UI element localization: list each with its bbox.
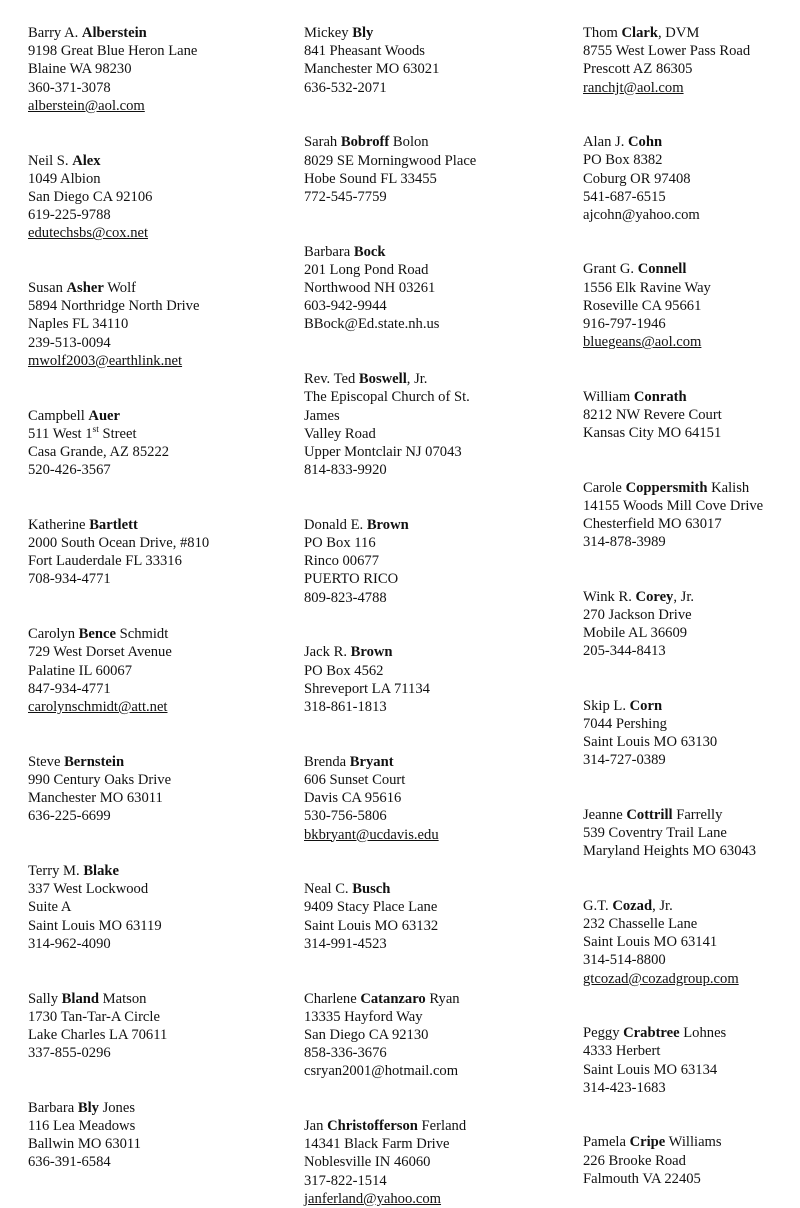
contact-entry — [583, 588, 797, 661]
email-address: edutechsbs@cox.net — [28, 225, 149, 242]
surname: Auer — [88, 407, 121, 424]
surname: Cripe — [629, 1134, 666, 1151]
phone-number: 314-991-4523 — [304, 935, 387, 952]
contact-entry — [28, 1099, 290, 1172]
contact-name — [583, 260, 797, 278]
address-line: Chesterfield MO 63017 — [583, 516, 722, 533]
phone-number: 636-532-2071 — [304, 79, 387, 96]
address-line: Saint Louis MO 63130 — [583, 734, 718, 751]
address-line: 539 Coventry Trail Lane — [583, 825, 727, 842]
phone-number: 814-833-9920 — [304, 462, 387, 479]
contact-name — [28, 152, 290, 170]
phone-number: 520-426-3567 — [28, 462, 111, 479]
address-line: 7044 Pershing — [583, 716, 667, 733]
contact-entry — [583, 806, 797, 861]
contact-entry — [28, 24, 290, 115]
name-suffix: Ferland — [417, 1118, 467, 1135]
address-line: Valley Road — [304, 425, 376, 442]
given-name: Neal C. — [304, 881, 353, 898]
address-line: PO Box 8382 — [583, 152, 663, 169]
surname: Brown — [366, 516, 409, 533]
given-name: Carole — [583, 479, 626, 496]
given-name: Jan — [304, 1118, 328, 1135]
address-line: 337 West Lockwood — [28, 881, 149, 898]
address-line: 232 Chasselle Lane — [583, 916, 698, 933]
address-line: 9198 Great Blue Heron Lane — [28, 43, 198, 60]
address-line: Fort Lauderdale FL 33316 — [28, 553, 182, 570]
surname: Bly — [352, 25, 374, 41]
name-suffix: Kalish — [707, 479, 750, 496]
address-line: Casa Grande, AZ 85222 — [28, 443, 170, 460]
address-line: Manchester MO 63011 — [28, 790, 163, 807]
address-line: Noblesville IN 46060 — [304, 1154, 431, 1171]
given-name: Alan J. — [583, 134, 628, 151]
contact-entry — [28, 407, 290, 480]
phone-number: 619-225-9788 — [28, 207, 111, 224]
address-line: 9409 Stacy Place Lane — [304, 899, 438, 916]
address-line: 729 West Dorset Avenue — [28, 644, 172, 661]
contact-entry — [583, 479, 797, 552]
address-line: 1556 Elk Ravine Way — [583, 279, 711, 296]
surname: Cohn — [628, 134, 663, 151]
contact-name — [304, 880, 574, 898]
address-line: Coburg OR 97408 — [583, 170, 691, 187]
phone-number: 337-855-0296 — [28, 1045, 111, 1062]
surname: Bobroff — [340, 134, 390, 151]
contact-name — [304, 1117, 574, 1135]
contact-name — [583, 388, 797, 406]
surname: Blake — [83, 863, 119, 879]
phone-number: 772-545-7759 — [304, 188, 387, 205]
address-line: 8212 NW Revere Court — [583, 406, 722, 423]
name-suffix: , Jr. — [652, 897, 673, 914]
address-line: Mobile AL 36609 — [583, 625, 688, 642]
address-line: 1049 Albion — [28, 170, 101, 187]
address-line: 2000 South Ocean Drive, #810 — [28, 535, 210, 552]
address-line: 1730 Tan-Tar-A Circle — [28, 1008, 160, 1025]
phone-number: 530-756-5806 — [304, 808, 387, 825]
address-line: PO Box 116 — [304, 535, 376, 552]
address-line: PO Box 4562 — [304, 662, 384, 679]
given-name: Terry M. — [28, 863, 84, 879]
name-suffix: Schmidt — [115, 626, 169, 643]
contact-name — [583, 697, 797, 715]
phone-number: 360-371-3078 — [28, 79, 111, 96]
address-line: Upper Montclair NJ 07043 — [304, 443, 462, 460]
address-line: 270 Jackson Drive — [583, 606, 692, 623]
contact-name — [28, 24, 290, 42]
given-name: Wink R. — [583, 588, 636, 605]
address-line: Maryland Heights MO 63043 — [583, 843, 757, 860]
phone-number: 317-822-1514 — [304, 1172, 387, 1189]
name-suffix: Williams — [665, 1134, 722, 1151]
address-line: 606 Sunset Court — [304, 771, 406, 788]
surname: Bernstein — [64, 753, 125, 770]
contact-entry — [304, 133, 574, 206]
phone-number: 239-513-0094 — [28, 334, 111, 351]
address-line: 14341 Black Farm Drive — [304, 1136, 450, 1153]
phone-number: 205-344-8413 — [583, 643, 666, 660]
surname: Boswell — [358, 371, 407, 388]
contact-entry — [583, 260, 797, 351]
phone-number: 847-934-4771 — [28, 680, 111, 697]
contact-name — [28, 407, 290, 425]
contact-name — [304, 370, 574, 388]
phone-number: 858-336-3676 — [304, 1045, 387, 1062]
given-name: Charlene — [304, 990, 361, 1007]
name-suffix: , Jr. — [673, 588, 695, 605]
contact-name — [583, 588, 797, 606]
contact-name — [583, 897, 797, 915]
name-suffix: , Jr. — [406, 371, 428, 388]
email-address: gtcozad@cozadgroup.com — [583, 970, 739, 987]
contact-name — [304, 24, 574, 42]
surname: Alberstein — [81, 25, 147, 41]
address-line: 990 Century Oaks Drive — [28, 771, 172, 788]
phone-number: 314-878-3989 — [583, 534, 666, 551]
contact-entry — [304, 24, 574, 97]
address-line: 8029 SE Morningwood Place — [304, 152, 477, 169]
contact-entry — [304, 880, 574, 953]
contact-entry — [304, 1117, 574, 1208]
given-name: Barbara — [28, 1099, 78, 1116]
phone-number: 916-797-1946 — [583, 316, 666, 333]
contact-entry — [304, 370, 574, 479]
address-line: 841 Pheasant Woods — [304, 43, 425, 60]
contact-name — [28, 516, 290, 534]
address-line: San Diego CA 92106 — [28, 188, 153, 205]
given-name: Mickey — [304, 25, 353, 41]
contact-entry — [583, 133, 797, 224]
contact-name — [304, 516, 574, 534]
address-line: 511 West 1st Street — [28, 424, 137, 442]
given-name: Barbara — [304, 243, 354, 260]
phone-number: 603-942-9944 — [304, 298, 387, 315]
given-name: Neil S. — [28, 152, 73, 169]
contact-name — [28, 279, 290, 297]
given-name: Sarah — [304, 134, 341, 151]
phone-number: 314-962-4090 — [28, 935, 111, 952]
address-line: Blaine WA 98230 — [28, 61, 132, 78]
contact-entry — [583, 388, 797, 443]
email-address: janferland@yahoo.com — [304, 1190, 442, 1207]
contact-entry — [583, 1024, 797, 1097]
given-name: Thom — [583, 25, 622, 41]
address-line: Rinco 00677 — [304, 553, 379, 570]
address-line: Davis CA 95616 — [304, 790, 402, 807]
name-suffix: Farrelly — [672, 806, 723, 823]
contact-name — [304, 133, 574, 151]
contact-entry — [304, 243, 574, 334]
surname: Asher — [66, 280, 104, 297]
email-address: alberstein@aol.com — [28, 97, 145, 114]
contact-name — [583, 479, 797, 497]
address-line: Hobe Sound FL 33455 — [304, 170, 437, 187]
contact-entry — [583, 697, 797, 770]
contact-entry — [28, 152, 290, 243]
given-name: Peggy — [583, 1025, 624, 1042]
contact-entry — [583, 1133, 797, 1188]
address-line: Palatine IL 60067 — [28, 662, 133, 679]
directory-column — [304, 24, 574, 1208]
phone-number: 809-823-4788 — [304, 589, 387, 606]
address-line: 8755 West Lower Pass Road — [583, 43, 751, 60]
given-name: William — [583, 388, 634, 405]
address-line: 13335 Hayford Way — [304, 1008, 423, 1025]
address-line: Saint Louis MO 63134 — [583, 1061, 718, 1078]
address-line: Lake Charles LA 70611 — [28, 1026, 168, 1043]
contact-entry — [304, 990, 574, 1081]
surname: Corn — [629, 697, 663, 714]
address-line: Shreveport LA 71134 — [304, 680, 430, 697]
contact-name — [583, 133, 797, 151]
given-name: Donald E. — [304, 516, 367, 533]
email-address: carolynschmidt@att.net — [28, 698, 168, 715]
contact-entry — [28, 516, 290, 589]
contact-name — [28, 990, 290, 1008]
given-name: Katherine — [28, 516, 90, 533]
given-name: Jeanne — [583, 806, 627, 823]
contact-name — [583, 1133, 797, 1151]
name-suffix: , DVM — [658, 25, 700, 41]
contact-name — [583, 24, 797, 42]
contact-entry — [583, 24, 797, 97]
contact-entry — [28, 625, 290, 716]
address-line: Roseville CA 95661 — [583, 297, 702, 314]
surname: Catanzaro — [360, 990, 426, 1007]
given-name: Grant G. — [583, 261, 638, 278]
given-name: Pamela — [583, 1134, 630, 1151]
name-suffix: Jones — [98, 1099, 136, 1116]
address-line: Northwood NH 03261 — [304, 280, 436, 297]
surname: Busch — [352, 881, 391, 898]
address-line: Saint Louis MO 63132 — [304, 917, 439, 934]
email-address: ranchjt@aol.com — [583, 79, 684, 96]
surname: Brown — [350, 644, 393, 661]
phone-number: 314-727-0389 — [583, 752, 666, 769]
contact-entry — [28, 753, 290, 826]
email-address: BBock@Ed.state.nh.us — [304, 316, 440, 333]
given-name: Brenda — [304, 753, 350, 770]
given-name: Susan — [28, 280, 67, 297]
given-name: Steve — [28, 753, 65, 770]
contact-entry — [304, 753, 574, 844]
surname: Alex — [72, 152, 101, 169]
directory-column — [583, 24, 797, 1188]
contact-name — [28, 753, 290, 771]
given-name: G.T. — [583, 897, 613, 914]
phone-number: 636-225-6699 — [28, 808, 111, 825]
contact-entry — [28, 279, 290, 370]
address-line: 4333 Herbert — [583, 1043, 661, 1060]
contact-entry — [28, 990, 290, 1063]
contact-entry — [304, 516, 574, 607]
contact-name — [28, 1099, 290, 1117]
directory-column — [28, 24, 290, 1172]
given-name: Rev. Ted — [304, 371, 359, 388]
surname: Cozad — [612, 897, 653, 914]
surname: Bly — [77, 1099, 99, 1116]
name-suffix: Ryan — [425, 990, 460, 1007]
address-line: The Episcopal Church of St. — [304, 389, 470, 406]
given-name: Barry A. — [28, 25, 82, 41]
email-address: bluegeans@aol.com — [583, 334, 702, 351]
given-name: Skip L. — [583, 697, 630, 714]
contact-entry — [583, 897, 797, 988]
email-address: mwolf2003@earthlink.net — [28, 352, 183, 369]
name-suffix: Wolf — [103, 280, 137, 297]
contact-name — [304, 990, 574, 1008]
surname: Crabtree — [623, 1025, 680, 1042]
surname: Cottrill — [626, 806, 673, 823]
phone-number: 314-423-1683 — [583, 1079, 666, 1096]
contact-name — [583, 806, 797, 824]
surname: Bock — [353, 243, 386, 260]
address-line: Suite A — [28, 899, 72, 916]
address-line: Kansas City MO 64151 — [583, 425, 722, 442]
name-suffix: Bolon — [389, 134, 429, 151]
contact-name — [304, 753, 574, 771]
email-address: ajcohn@yahoo.com — [583, 206, 700, 223]
given-name: Sally — [28, 990, 62, 1007]
name-suffix: Matson — [98, 990, 147, 1007]
phone-number: 314-514-8800 — [583, 952, 666, 969]
address-line: Naples FL 34110 — [28, 316, 129, 333]
surname: Connell — [637, 261, 687, 278]
surname: Christofferson — [327, 1118, 418, 1135]
contact-name — [28, 862, 290, 880]
email-address: bkbryant@ucdavis.edu — [304, 826, 439, 843]
given-name: Jack R. — [304, 644, 351, 661]
address-line: 201 Long Pond Road — [304, 261, 429, 278]
surname: Bryant — [349, 753, 394, 770]
address-line: 226 Brooke Road — [583, 1152, 686, 1169]
phone-number: 541-687-6515 — [583, 188, 666, 205]
address-line: Saint Louis MO 63141 — [583, 934, 718, 951]
address-line: Saint Louis MO 63119 — [28, 917, 162, 934]
given-name: Carolyn — [28, 626, 79, 643]
surname: Bence — [78, 626, 116, 643]
contact-name — [304, 643, 574, 661]
address-line: PUERTO RICO — [304, 571, 399, 588]
given-name: Campbell — [28, 407, 89, 424]
address-line: 14155 Woods Mill Cove Drive — [583, 497, 764, 514]
address-line: 116 Lea Meadows — [28, 1118, 136, 1135]
surname: Corey — [635, 588, 674, 605]
address-line: San Diego CA 92130 — [304, 1026, 429, 1043]
name-suffix: Lohnes — [679, 1025, 727, 1042]
email-address: csryan2001@hotmail.com — [304, 1063, 459, 1080]
address-line: Ballwin MO 63011 — [28, 1136, 141, 1153]
surname: Bland — [61, 990, 99, 1007]
contact-entry — [28, 862, 290, 953]
address-line: Prescott AZ 86305 — [583, 61, 693, 78]
address-line: Manchester MO 63021 — [304, 61, 440, 78]
address-line: Falmouth VA 22405 — [583, 1170, 701, 1187]
surname: Bartlett — [89, 516, 138, 533]
surname: Clark — [621, 25, 658, 41]
address-line: 5894 Northridge North Drive — [28, 298, 200, 315]
contact-name — [28, 625, 290, 643]
phone-number: 318-861-1813 — [304, 698, 387, 715]
contact-name — [304, 243, 574, 261]
phone-number: 636-391-6584 — [28, 1154, 111, 1171]
address-line: James — [304, 407, 340, 424]
contact-name — [583, 1024, 797, 1042]
surname: Conrath — [633, 388, 687, 405]
phone-number: 708-934-4771 — [28, 571, 111, 588]
contact-entry — [304, 643, 574, 716]
surname: Coppersmith — [625, 479, 708, 496]
